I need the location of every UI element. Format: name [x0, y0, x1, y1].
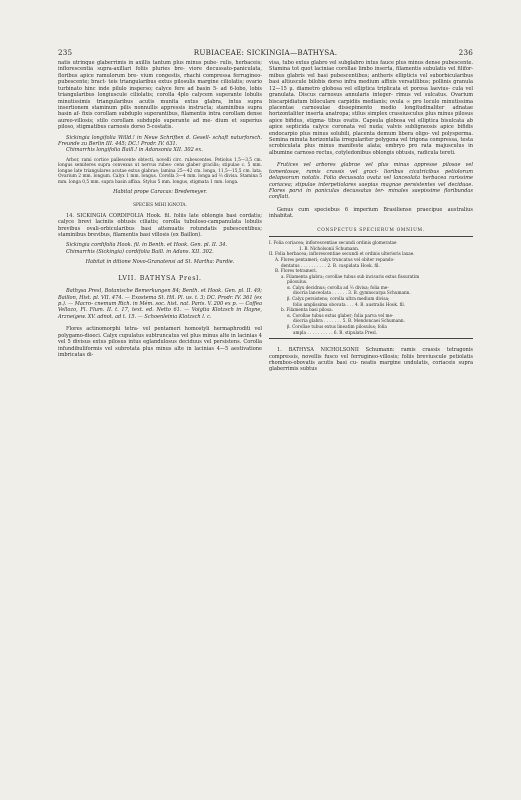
species-key [269, 236, 473, 339]
genus-description: Flores actinomorphi tetra- vel pentameri homostyli hermaphroditi vel polygamo-dioeci. Calyx cupulatus subtruncatus vel plus minus alte in lacinias 4 vel 5 divisus extus pilosus intus eglandulosus deciduus vel persistens. Corolla infundibuliformis vel subrotata plus minus alte in lacinias 4—5 aestivatione imbricatas di- [58, 326, 262, 358]
running-head: RUBIACEAE: SICKINGIA—BATHYSA. [193, 48, 338, 57]
species-ignota-heading: SPECIES MIHI IGNOTA. [133, 203, 187, 209]
page-number-right: 236 [458, 48, 473, 57]
genus-synonymy: Bathysa Presl, Botanische Bemerkungen 84; Benth. et Hook. Gen. pl. II. 49; Baillon, Hist. pl. VII. 474. — Exostema St. Hil. Pl. us. t. 3; DC. Prodr. IV. 361 (ex p.). — Macro- cnemum Rich. in Mém. soc. hist. nat. Paris. V. 200 ex p. — Coffea Vellozo, Fl. Flum. II. t. 17, text. ed. Netto 61. — Voigtia Klotzsch in Hayne, Arzneigew. XV. adnot. ad t. 15. — Schoenleinia Klotzsch l. c. [58, 288, 262, 320]
specimen-notes: Arbor, rami cortice pallescente obtecti, novelli circ. rubescentes. Petiolus 1,5—3,5 cm. longus semiteres supra convexus ut nervus rubes- cens glaber gracilis; stipulae c. 5 mm. longae late triangulares acutae extus glabrae; lamina 25—42 cm. longa, 11,5—15,5 cm. lata. Ovarium 2 mm. longum. Calyx 1 mm. longus. Corolla 3—4 mm. longa ad ⅔ divisa. Stamina 5 mm. longa 0,5 mm. supra basin affixa. Stylus 5 mm. longus, stigmata 1 mm. longa. [58, 157, 262, 185]
habitat-martha: Habitat in ditione Novo-Granatensi ad St. Martha: Purdie. [85, 259, 235, 266]
left-column [58, 60, 262, 358]
key-line: α. Calyx decidnus; corolla ad ⅔ divisa; folia me- [287, 284, 389, 290]
key-line: pilosulus. [287, 279, 308, 285]
page-number-left: 235 [58, 48, 73, 57]
key-line: β. Calyx persistens; corolla ultra medium divisa; [287, 296, 390, 302]
description-continued: natis utrinque glaberrimis in axillis tantum plus minus pube- rulis, herbaceis; inflorescentia supra-axillari foliis pluries bre- viore decussato-paniculata, floribus apice ramulorum bre- vium congestis, rhachi compressa ferrugineo-pubescente; bract- teis triangularibus extus pilosulis margine ciliolatis; ovario turbinato hinc inde pilulo inspersо; calyce fere ad basin 5- ad 6-lobo, lobis triangularibus longiuscule ciliolatis; corolla 4plo calycem superante lobulis minutissimis triangularibus acutis munita extus glabra, intus supra insertionem staminum pilis nonnullis appressis instructa; staminibus supra basin af- fixis corollam subduplo superantibus, filamentis intra corollam dense aureo-villosis; stilo corollam subduplo superante ad me- dium et superius piloso, stigmatibus carnosis dorso 5-costatis. [58, 60, 262, 131]
key-line: dentatus . . . . . . . . . . 2. B. cuspidata Hook. fil. [281, 262, 380, 268]
key-line: b. Filamenta basi pilosa. [281, 307, 333, 313]
right-column [269, 60, 473, 373]
key-line: A. Flores pentameri; calyx truncatus vel obiter repando- [275, 256, 395, 262]
key-line: diocria glabra . . . . . . . 5. B. Mendoncaei Schumann. [293, 318, 405, 324]
synonym-baill: Chimarrhis longifolia Baill.! in Adansonia XII. 302 ex. [66, 147, 203, 154]
key-line: I. Folia coriacea; inflorescentiae secundi ordinis glomeratae [269, 240, 397, 246]
key-line: β. Corollae tubus extus lineatim pilosulus; folia [287, 324, 387, 330]
page-header [58, 48, 473, 60]
conspectus-heading: CONSPECTUS SPECIERUM OMNIUM. [317, 227, 425, 233]
habit-description: Frutices vel arbores glabrae vel plus minus appresse pilosae vel tomentosae, ramis crassis vel graci- lioribus cicatricibus petiolorum delapsorum notatis. Folia decussata ovata vel lanceolata herbacea rarissime coriacea; stipulae interpetiolares saepius magnae persistentes vel deciduae. Flores parvi in paniculas decussatas ter- minales saepissime floribundas conflati. [269, 162, 473, 201]
key-line: 1. B. Nicholsonii Schumann. [299, 245, 360, 251]
distribution-note: Genus cum speciebus 6 imperium Brasiliense praecipue australius inhabitat. [269, 206, 473, 220]
genus-heading-bathysa: LVII. BATHYSA Presl. [118, 274, 202, 282]
citation-hook: Sickingia cordifolia Hook. fil. in Benth. et Hook. Gen. pl. II. 34. [66, 242, 228, 249]
citation-baill: Chimarrhis (Sickingia) cordifolia Baill. in Adans. XII. 302. [66, 248, 214, 255]
key-line: a. Filamenta glabra; corollae tubus sub incisuris extus fissuratim [281, 273, 420, 279]
key-line: ampla . . . . . . . . . . 6. B. stipulata Presl. [293, 329, 378, 335]
species-14-cordifolia: 14. SICKINGIA CORDIFOLIA Hook. fil. foliis late oblongis basi cordatis; calyce brevi laciniis obtusis ciliatis; corolla tubuloso-campanulata lobulis brevibus ovali-orbicularibus basi attenuatis rotundatis pubescentibus; staminibus brevibus, filamentis basi villosis (ex Baillon). [58, 212, 262, 239]
genus-description-continued: visa, tubo extus glabro vel subglabro intus fauce plus minus dense pubescente. Stamina tot quot laciniae corollae limbo inserta, filamentis subulatis vel filifor- mibus glabris vel basi pubescentibus; antheris ellipticis vel suborbicularibus basi altiuscule bilobis dorso infra medium affixis versatilibus; pollinis granula 12—15 μ. diametro globosa vel elliptica triplicata et porosa laevius- cula vel granulata. Discus carnosus annularis integer- rimus vel sulcatus. Ovarium biscarpidiatum biloculare carpidiis medianis; ovula ∞ pro loculo minutissima placentae carnosulae dissepimento medio longitudinaliter adnatae horizontaliter inserta anatropa; stilus simplex crassiusculus plus minus pilosus apice bifidus, stigma- tibus ovatis. Capsula globosa vel elliptica bisulcata ab apice septicida calyce coronata vel nuda; valvis subligneosis apice bifidis endocarpio plus minus solubili, placenta demum libera oligo- vel polysperma. Semina minuta horizontalia irregulariter polygona vel trigona compressa, testa scrobiculata plus minus manifeste alata; embryo pro rata majusculus in albumine carnoso rectus, cotyledonibus oblongis obtusis, radicula tereti. [269, 60, 473, 156]
key-line: II. Folia herbacea; inflorescentiae secundi et ordinis ulterioris laxae. [269, 251, 415, 257]
habitat-caracas: Habitat prope Caracas: Bredemeyer. [113, 188, 207, 195]
species-1-nicholsonii: 1. BATHYSA NICHOLSONII Schumann: ramis crassis tetragonis compressis, novellis fusco vel ferrugineo-villosis; foliis breviuscule petiolatis rhomboo-obovatis acutis basi cu- neatis margine undulatis, coriaceis supra glaberrimis subtus [269, 347, 473, 373]
synonym-willd: Sickingia longifolia Willd.! in Neue Schriften d. Gesell- schaft naturforsch. Freunde zu Berlin III. 445; DC.! Prodr. IV. 631. [58, 134, 262, 148]
key-line: α. Corollae tubus extus glaber; folia parva vel me- [287, 312, 394, 318]
key-line: diocria lanceolata . . . . . . 3. B. gymnocarpa Schumann. [293, 290, 411, 296]
key-line: folio amplissima obovata . . . 4. B. australis Hook. fil. [293, 301, 406, 307]
key-line: B. Flores tetrameri. [275, 268, 317, 274]
